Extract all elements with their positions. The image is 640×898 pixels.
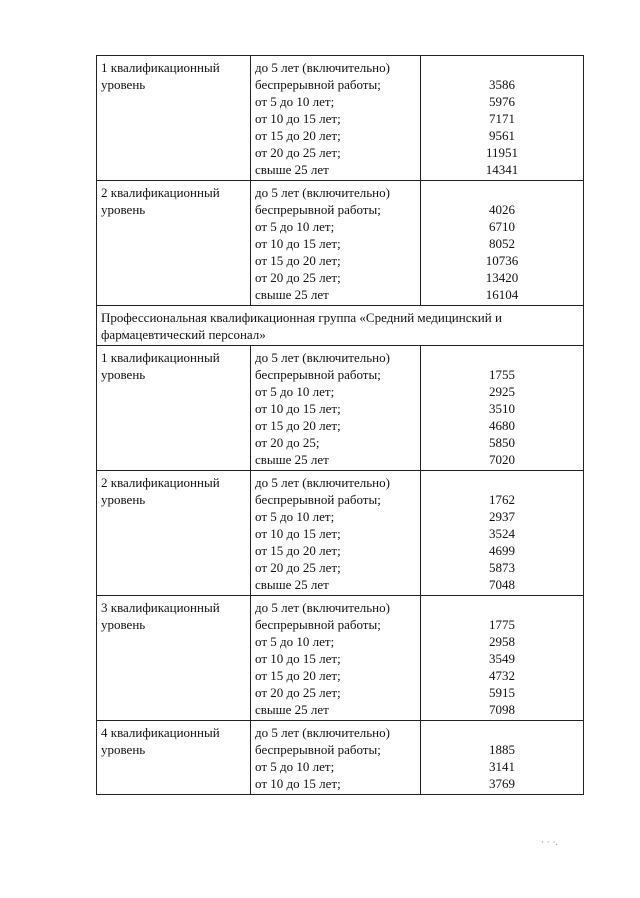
- salary-value: 5976: [489, 94, 515, 109]
- experience-range: от 20 до 25 лет;: [255, 270, 341, 285]
- qualification-level-label: 2 квалификационный уровень: [97, 471, 251, 596]
- value-spacer: [425, 349, 579, 366]
- experience-range: беспрерывной работы;: [255, 367, 381, 382]
- experience-range: свыше 25 лет: [255, 702, 329, 717]
- salary-value: 4699: [489, 543, 515, 558]
- qualification-level-label: 2 квалификационный уровень: [97, 181, 251, 306]
- qualification-level-row: [97, 181, 584, 306]
- salary-value: 1885: [489, 742, 515, 757]
- salary-value: 2958: [489, 634, 515, 649]
- salary-values: [421, 181, 584, 306]
- salary-table-body: [97, 56, 584, 795]
- salary-value: 7048: [489, 577, 515, 592]
- salary-value: 16104: [485, 287, 519, 302]
- salary-value: 7020: [489, 452, 515, 467]
- salary-value: 9561: [489, 128, 515, 143]
- salary-value: 8052: [489, 236, 515, 251]
- experience-range: от 20 до 25;: [255, 435, 320, 450]
- salary-value: 1775: [489, 617, 515, 632]
- salary-values: [421, 56, 584, 181]
- salary-value: 6710: [489, 219, 515, 234]
- salary-value: 4026: [489, 202, 515, 217]
- qualification-level-row: [97, 721, 584, 795]
- group-heading: Профессиональная квалификационная группа «Средний медицинский и фармацевтический персонал»: [97, 306, 584, 346]
- salary-value: 3510: [489, 401, 515, 416]
- salary-values: [421, 596, 584, 721]
- scan-speck: · · ·.: [541, 838, 559, 848]
- experience-range: до 5 лет (включительно): [255, 185, 390, 200]
- experience-range: от 10 до 15 лет;: [255, 651, 341, 666]
- experience-range: от 10 до 15 лет;: [255, 776, 341, 791]
- experience-range: от 20 до 25 лет;: [255, 145, 341, 160]
- value-spacer: [425, 724, 579, 741]
- salary-value: 3141: [489, 759, 515, 774]
- salary-values: [421, 346, 584, 471]
- experience-range: беспрерывной работы;: [255, 617, 381, 632]
- salary-value: 4732: [489, 668, 515, 683]
- qualification-level-row: [97, 346, 584, 471]
- experience-range: беспрерывной работы;: [255, 742, 381, 757]
- experience-range: свыше 25 лет: [255, 162, 329, 177]
- salary-value: 5850: [489, 435, 515, 450]
- qualification-level-row: [97, 596, 584, 721]
- value-spacer: [425, 474, 579, 491]
- experience-range: от 10 до 15 лет;: [255, 236, 341, 251]
- salary-value: 2937: [489, 509, 515, 524]
- salary-value: 3549: [489, 651, 515, 666]
- qualification-level-label: 1 квалификационный уровень: [97, 346, 251, 471]
- experience-range: от 10 до 15 лет;: [255, 111, 341, 126]
- salary-table: [96, 55, 584, 795]
- salary-value: 3769: [489, 776, 515, 791]
- experience-range: от 15 до 20 лет;: [255, 253, 341, 268]
- experience-range: от 5 до 10 лет;: [255, 219, 335, 234]
- experience-range: от 15 до 20 лет;: [255, 418, 341, 433]
- qualification-level-label: 3 квалификационный уровень: [97, 596, 251, 721]
- experience-range: от 5 до 10 лет;: [255, 759, 335, 774]
- salary-value: 5873: [489, 560, 515, 575]
- salary-values: [421, 471, 584, 596]
- experience-range: до 5 лет (включительно): [255, 475, 390, 490]
- salary-values: [421, 721, 584, 795]
- qualification-level-row: [97, 471, 584, 596]
- salary-value: 1762: [489, 492, 515, 507]
- experience-range: до 5 лет (включительно): [255, 725, 390, 740]
- salary-value: 14341: [485, 162, 519, 177]
- experience-range: от 20 до 25 лет;: [255, 685, 341, 700]
- experience-range: свыше 25 лет: [255, 577, 329, 592]
- salary-value: 7171: [489, 111, 515, 126]
- salary-value: 5915: [489, 685, 515, 700]
- salary-value: 7098: [489, 702, 515, 717]
- value-spacer: [425, 59, 579, 76]
- experience-range: от 5 до 10 лет;: [255, 94, 335, 109]
- experience-ranges: [251, 596, 421, 721]
- experience-range: от 10 до 15 лет;: [255, 526, 341, 541]
- group-heading-row: [97, 306, 584, 346]
- salary-value: 3524: [489, 526, 515, 541]
- experience-range: от 5 до 10 лет;: [255, 509, 335, 524]
- salary-value: 1755: [489, 367, 515, 382]
- qualification-level-label: 4 квалификационный уровень: [97, 721, 251, 795]
- experience-range: до 5 лет (включительно): [255, 600, 390, 615]
- experience-range: от 5 до 10 лет;: [255, 384, 335, 399]
- experience-range: от 15 до 20 лет;: [255, 543, 341, 558]
- experience-ranges: [251, 346, 421, 471]
- experience-ranges: [251, 721, 421, 795]
- qualification-level-label: 1 квалификационный уровень: [97, 56, 251, 181]
- salary-value: 3586: [489, 77, 515, 92]
- experience-range: до 5 лет (включительно): [255, 60, 390, 75]
- salary-value: 13420: [485, 270, 519, 285]
- value-spacer: [425, 184, 579, 201]
- salary-value: 4680: [489, 418, 515, 433]
- experience-range: от 5 до 10 лет;: [255, 634, 335, 649]
- value-spacer: [425, 599, 579, 616]
- experience-range: от 20 до 25 лет;: [255, 560, 341, 575]
- experience-ranges: [251, 56, 421, 181]
- experience-range: от 15 до 20 лет;: [255, 668, 341, 683]
- salary-value: 11951: [485, 145, 519, 160]
- experience-ranges: [251, 471, 421, 596]
- qualification-level-row: [97, 56, 584, 181]
- experience-range: свыше 25 лет: [255, 287, 329, 302]
- experience-range: от 15 до 20 лет;: [255, 128, 341, 143]
- experience-range: свыше 25 лет: [255, 452, 329, 467]
- experience-range: беспрерывной работы;: [255, 492, 381, 507]
- salary-value: 2925: [489, 384, 515, 399]
- experience-range: беспрерывной работы;: [255, 77, 381, 92]
- experience-ranges: [251, 181, 421, 306]
- salary-value: 10736: [485, 253, 519, 268]
- experience-range: до 5 лет (включительно): [255, 350, 390, 365]
- experience-range: от 10 до 15 лет;: [255, 401, 341, 416]
- experience-range: беспрерывной работы;: [255, 202, 381, 217]
